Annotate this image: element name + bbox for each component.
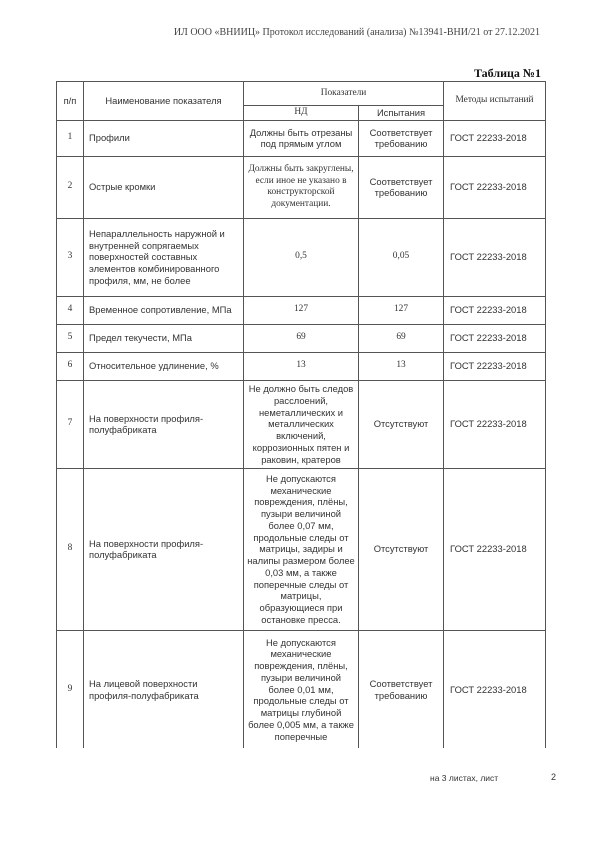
row-num: 1: [57, 120, 84, 156]
table-row: [57, 352, 546, 380]
row-nd: 0,5: [244, 218, 359, 296]
row-nd: Должны быть закруглены, если иное не указано в конструкторской документации.: [244, 156, 359, 218]
row-num: 7: [57, 380, 84, 468]
table-title: Таблица №1: [473, 66, 541, 80]
row-num: 8: [57, 468, 84, 630]
row-method: ГОСТ 22233-2018: [444, 630, 546, 748]
table-row: [57, 468, 546, 630]
row-name: На лицевой поверхности профиля-полуфабриката: [84, 630, 244, 748]
row-num: 5: [57, 324, 84, 352]
row-test: Отсутствуют: [359, 380, 444, 468]
row-num: 9: [57, 630, 84, 748]
row-test: Отсутствуют: [359, 468, 444, 630]
sheets-note: на 3 листах, лист: [430, 773, 499, 783]
column-header-methods: Методы испытаний: [444, 82, 546, 121]
row-name: Острые кромки: [84, 156, 244, 218]
row-nd: 127: [244, 296, 359, 324]
row-method: ГОСТ 22233-2018: [444, 296, 546, 324]
table-row: [57, 156, 546, 218]
column-header-num: п/п: [57, 82, 84, 121]
row-nd: Не допускаются механические повреждения, плёны, пузыри величиной более 0,01 мм, продольные следы от матрицы глубиной более 0,005 мм, а также поперечные: [244, 630, 359, 748]
row-test: 0,05: [359, 218, 444, 296]
table-row: [57, 120, 546, 156]
row-method: ГОСТ 22233-2018: [444, 324, 546, 352]
column-header-indicators: Показатели: [244, 82, 444, 106]
row-name: Временное сопротивление, МПа: [84, 296, 244, 324]
row-method: ГОСТ 22233-2018: [444, 120, 546, 156]
row-method: ГОСТ 22233-2018: [444, 156, 546, 218]
row-method: ГОСТ 22233-2018: [444, 352, 546, 380]
row-name: Предел текучести, МПа: [84, 324, 244, 352]
protocol-header: ИЛ ООО «ВНИИЦ» Протокол исследований (анализа) №13941-ВНИ/21 от 27.12.2021: [173, 27, 540, 38]
row-nd: 13: [244, 352, 359, 380]
column-header-nd: НД: [244, 106, 359, 121]
table-row: [57, 380, 546, 468]
row-num: 3: [57, 218, 84, 296]
row-test: Соответствует требованию: [359, 120, 444, 156]
row-nd: Не допускаются механические повреждения, плёны, пузыри величиной более 0,07 мм, продольные следы от матрицы, задиры и налипы размером более 0,03 мм, а также поперечные следы от матрицы, образующиеся при остановке пресса.: [244, 468, 359, 630]
row-num: 6: [57, 352, 84, 380]
row-name: На поверхности профиля-полуфабриката: [84, 380, 244, 468]
row-name: На поверхности профиля-полуфабриката: [84, 468, 244, 630]
table-row: [57, 218, 546, 296]
row-test: Соответствует требованию: [359, 630, 444, 748]
table-row: [57, 324, 546, 352]
table-row: [57, 630, 546, 748]
page-number: 2: [551, 772, 557, 782]
column-header-test: Испытания: [359, 106, 444, 121]
row-nd: Не должно быть следов расслоений, неметаллических и металлических включений, коррозионных пятен и раковин, кратеров: [244, 380, 359, 468]
row-test: Соответствует требованию: [359, 156, 444, 218]
row-num: 2: [57, 156, 84, 218]
row-test: 69: [359, 324, 444, 352]
row-num: 4: [57, 296, 84, 324]
row-name: Профили: [84, 120, 244, 156]
row-method: ГОСТ 22233-2018: [444, 218, 546, 296]
row-test: 127: [359, 296, 444, 324]
table-row: [57, 296, 546, 324]
row-test: 13: [359, 352, 444, 380]
row-nd: Должны быть отрезаны под прямым углом: [244, 120, 359, 156]
row-method: ГОСТ 22233-2018: [444, 468, 546, 630]
row-name: Непараллельность наружной и внутренней сопрягаемых поверхностей составных элементов комбинированного профиля, мм, не более: [84, 218, 244, 296]
row-nd: 69: [244, 324, 359, 352]
row-name: Относительное удлинение, %: [84, 352, 244, 380]
results-table: [56, 81, 546, 748]
row-method: ГОСТ 22233-2018: [444, 380, 546, 468]
column-header-name: Наименование показателя: [84, 82, 244, 121]
